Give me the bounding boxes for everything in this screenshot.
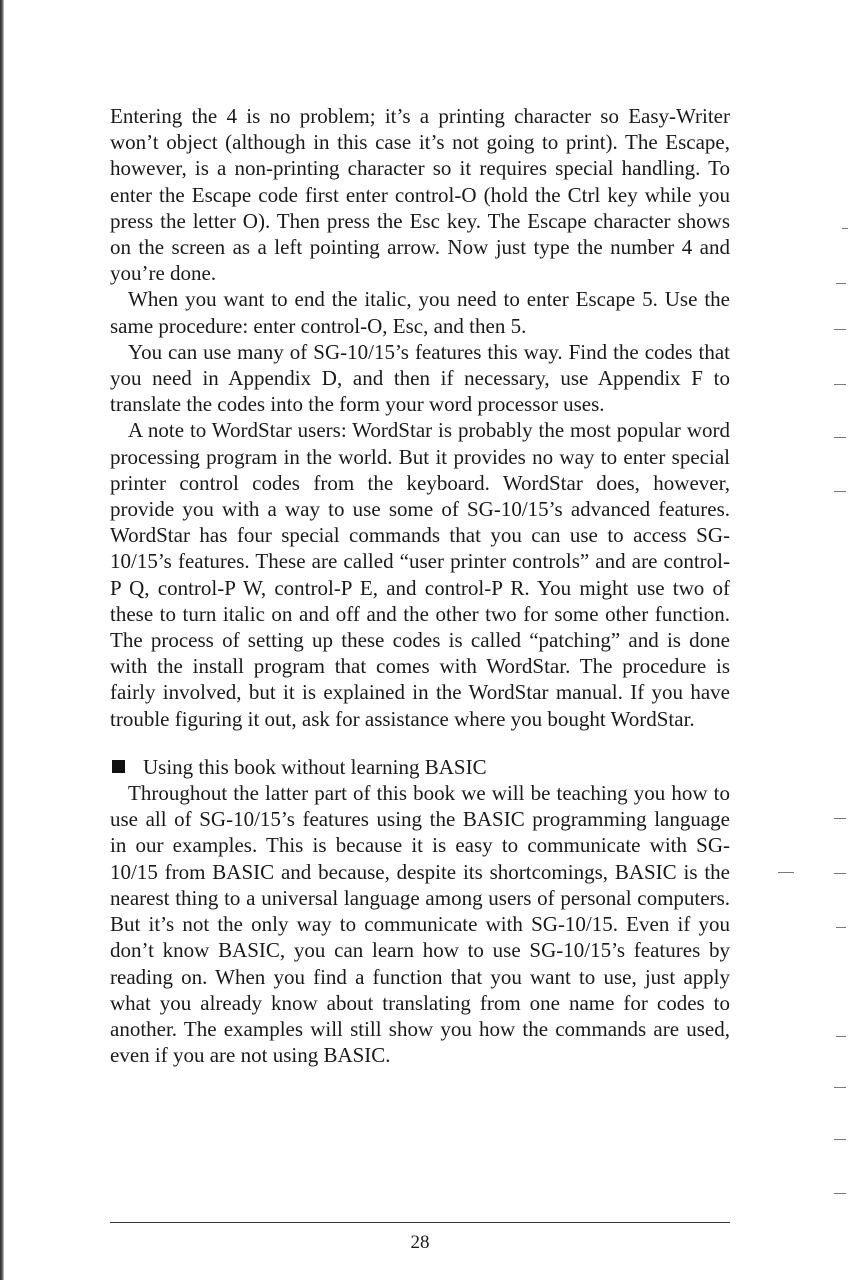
paragraph: You can use many of SG-10/15’s features this way. Find the codes that you need in Appendix D, and then if necessary, use Appendix F to translate the codes into the form your word processor uses. [110, 339, 730, 417]
margin-mark [836, 283, 846, 284]
paragraph: Entering the 4 is no problem; it’s a printing character so Easy-Writer won’t object (although in this case it’s not going to print). The Escape, however, is a non-printing character so it requires special handling. To enter the Escape code first enter control-O (hold the Ctrl key while you press the letter O). Then press the Esc key. The Escape character shows on the screen as a left pointing arrow. Now just type the number 4 and you’re done. [110, 104, 730, 286]
margin-mark [834, 437, 846, 438]
margin-mark [834, 1087, 846, 1088]
margin-mark [834, 1139, 846, 1140]
square-bullet-icon [112, 760, 125, 773]
margin-mark [834, 818, 846, 819]
footer-rule [110, 1222, 730, 1223]
margin-mark [834, 384, 846, 385]
section-heading [110, 754, 730, 780]
paragraph: A note to WordStar users: WordStar is probably the most popular word processing program in the world. But it provides no way to enter special printer control codes from the keyboard. WordStar does, however, provide you with a way to use some of SG-10/15’s advanced features. WordStar has four special commands that you can use to access SG-10/15’s features. These are called “user printer controls” and are control-P Q, control-P W, control-P E, and control-P R. You might use two of these to turn italic on and off and the other two for some other function. The process of setting up these codes is called “patching” and is done with the install program that comes with WordStar. The procedure is fairly involved, but it is explained in the WordStar manual. If you have trouble figuring it out, ask for assistance where you bought WordStar. [110, 418, 730, 731]
paragraph: Throughout the latter part of this book we will be teaching you how to use all of SG-10/15’s features using the BASIC programming language in our examples. This is because it is easy to communicate with SG-10/15 from BASIC and because, despite its shortcomings, BASIC is the nearest thing to a universal language among users of personal computers. But it’s not the only way to communicate with SG-10/15. Even if you don’t know BASIC, you can learn how to use SG-10/15’s features by reading on. When you find a function that you want to use, just apply what you already know about translating from one name for codes to another. The examples will still show you how the commands are used, even if you are not using BASIC. [110, 781, 730, 1068]
margin-mark [834, 873, 846, 874]
margin-mark [834, 1193, 846, 1194]
margin-mark [836, 927, 846, 928]
margin-mark [778, 872, 794, 873]
margin-mark [834, 329, 846, 330]
margin-mark [834, 491, 846, 492]
paragraph: When you want to end the italic, you need to enter Escape 5. Use the same procedure: enter control-O, Esc, and then 5. [110, 287, 730, 338]
margin-mark [836, 1036, 846, 1037]
margin-mark [842, 228, 848, 229]
scan-edge [0, 0, 4, 1280]
body-text [110, 103, 730, 1068]
section-heading-text: Using this book without learning BASIC [143, 754, 487, 779]
page-number: 28 [410, 1232, 430, 1253]
